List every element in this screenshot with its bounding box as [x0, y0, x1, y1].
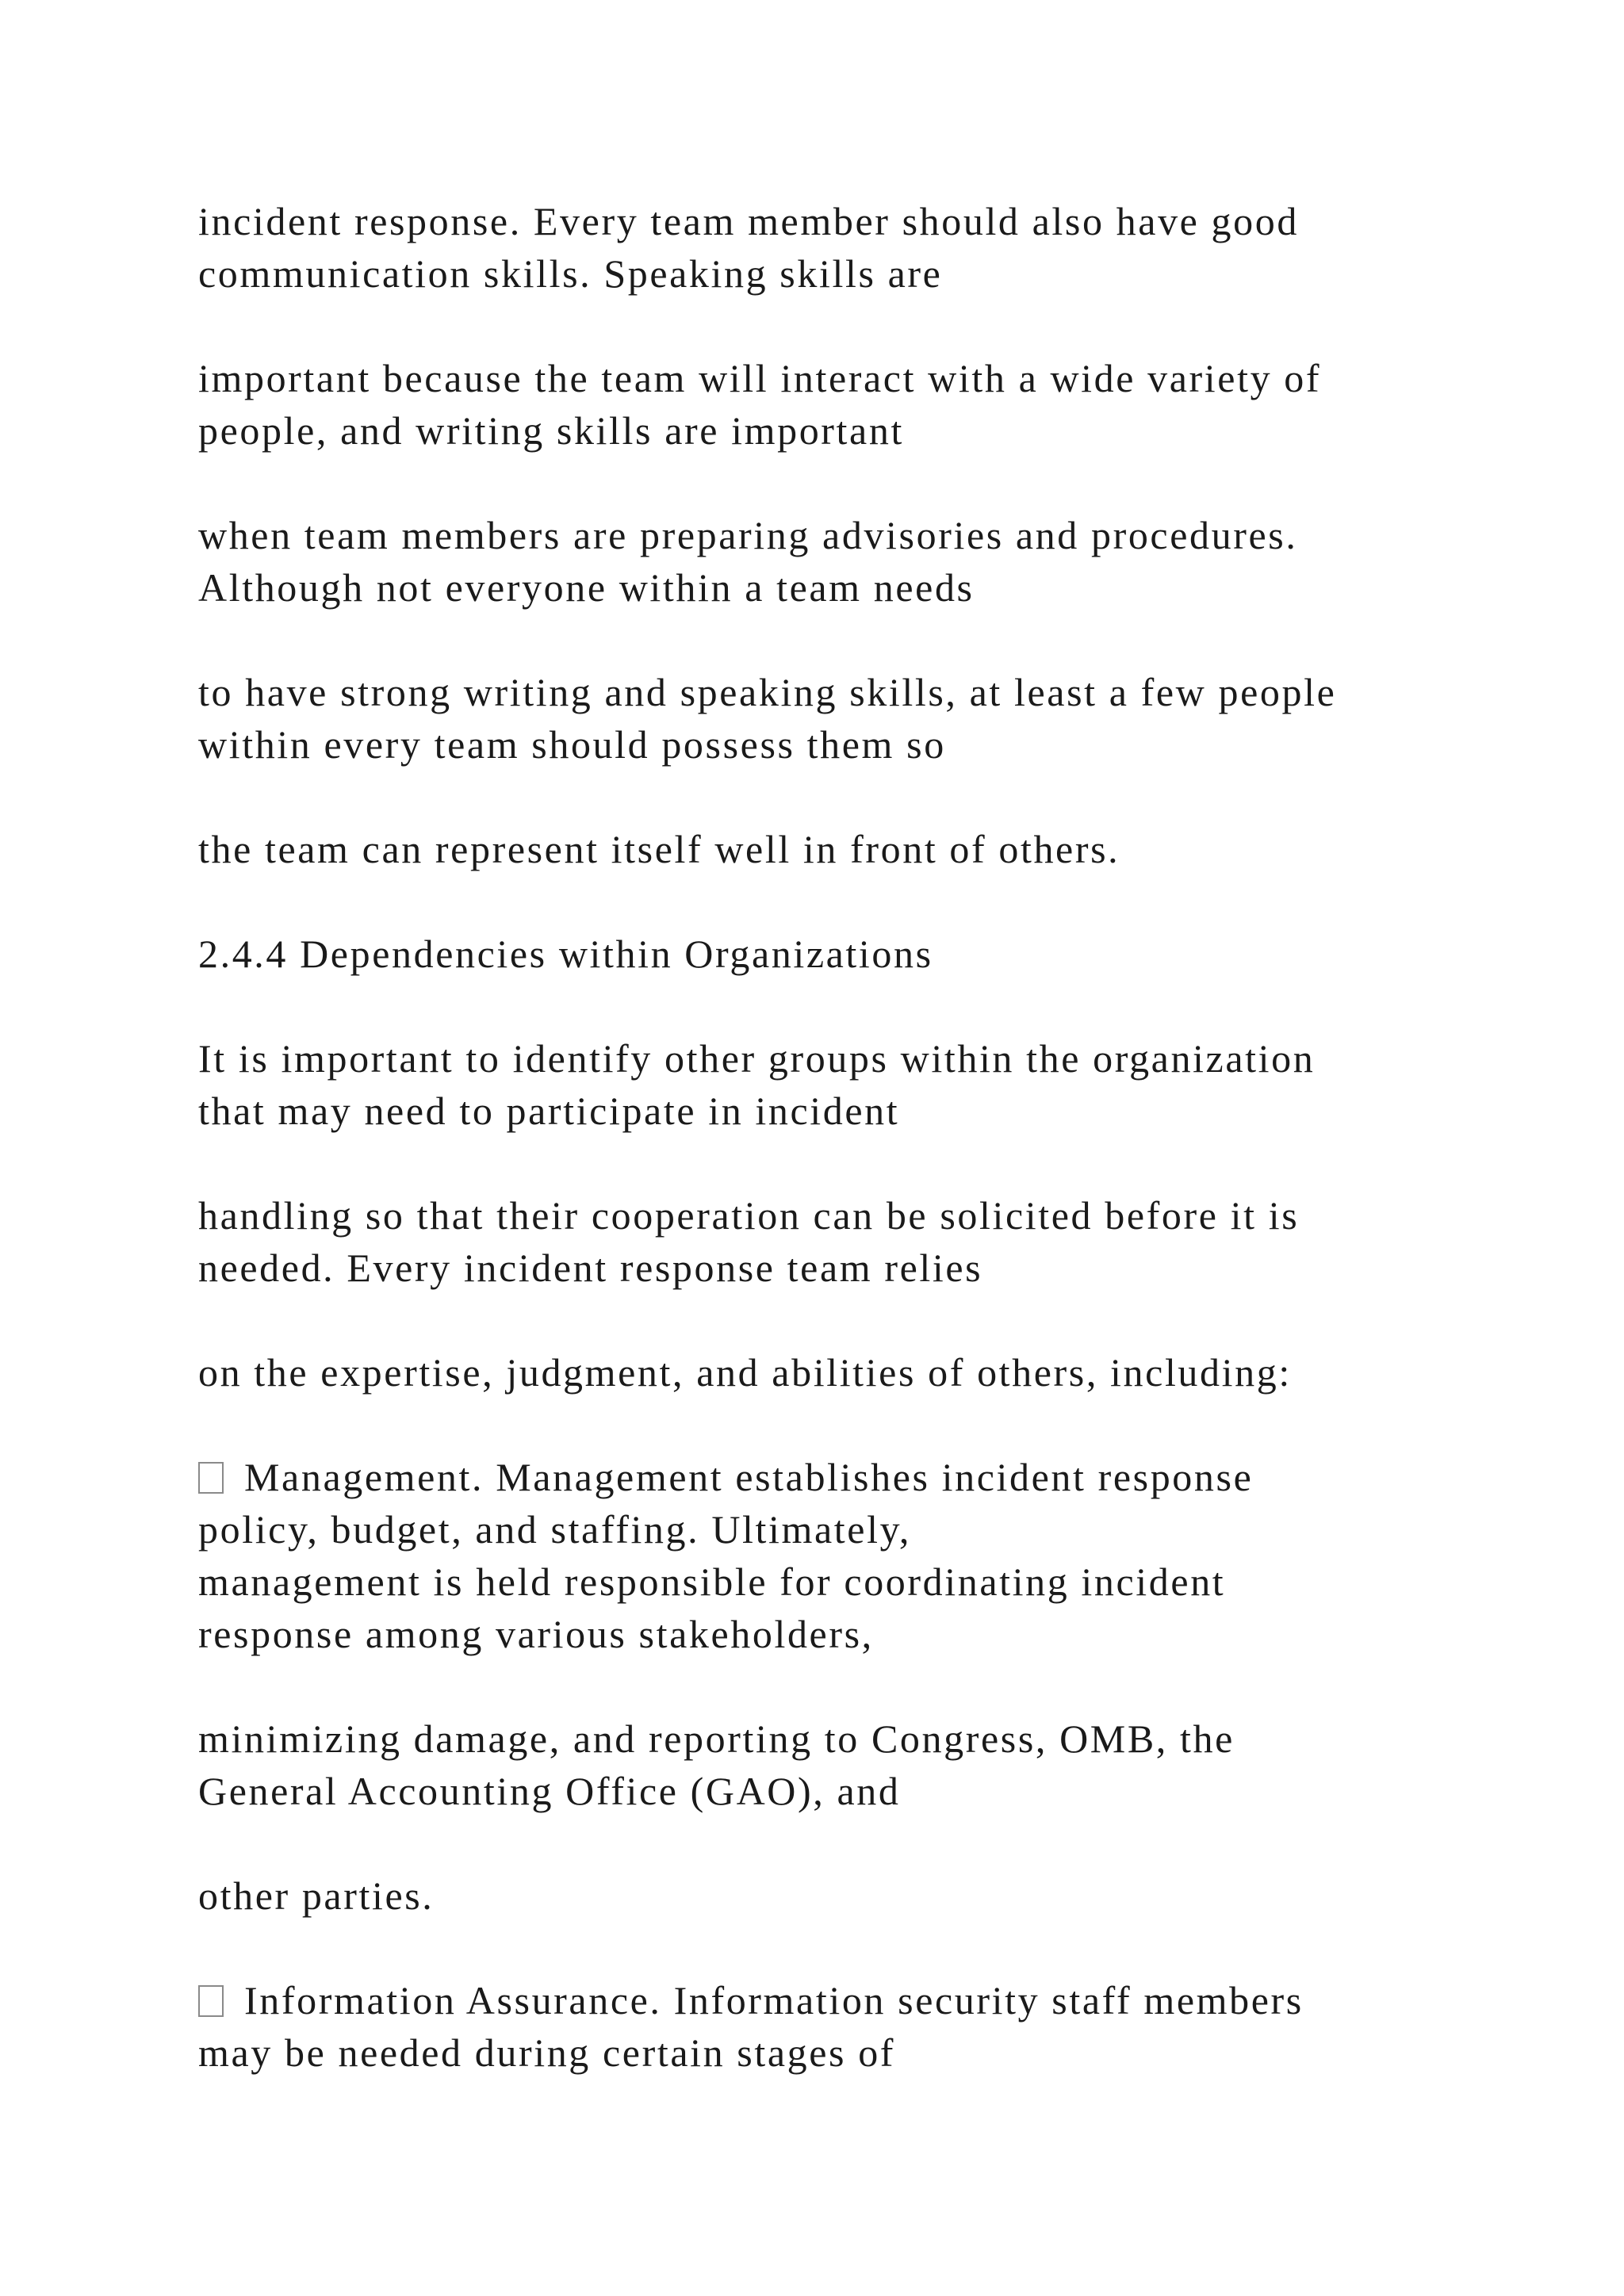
text-line: Information Assurance. Information security staff members: [244, 1978, 1304, 2022]
text-line: Although not everyone within a team needs: [198, 565, 975, 610]
bullet-paragraph: [198, 1974, 1483, 2079]
text-line: incident response. Every team member should also have good: [198, 199, 1299, 243]
paragraph: [198, 1712, 1483, 1817]
paragraph: [198, 1189, 1483, 1294]
text-line: General Accounting Office (GAO), and: [198, 1769, 901, 1813]
bullet-line: [198, 1974, 1483, 2026]
text-line: important because the team will interact with a wide variety of: [198, 356, 1322, 400]
text-line: may be needed during certain stages of: [198, 2030, 896, 2075]
text-line: minimizing damage, and reporting to Congress, OMB, the: [198, 1716, 1235, 1761]
text-line: response among various stakeholders,: [198, 1612, 874, 1656]
document-page: [198, 195, 1483, 2131]
text-line: policy, budget, and staffing. Ultimately,: [198, 1507, 912, 1552]
paragraph: [198, 509, 1483, 614]
missing-glyph-icon: [198, 1462, 224, 1494]
text-line: handling so that their cooperation can be solicited before it is: [198, 1193, 1300, 1238]
text-line: other parties.: [198, 1873, 435, 1918]
text-line: Management. Management establishes incident response: [244, 1455, 1254, 1499]
missing-glyph-icon: [198, 1985, 224, 2017]
paragraph: [198, 823, 1483, 875]
paragraph: [198, 195, 1483, 300]
text-line: communication skills. Speaking skills are: [198, 251, 943, 296]
bullet-line: [198, 1451, 1483, 1503]
text-line: It is important to identify other groups within the organization: [198, 1036, 1316, 1081]
text-line: on the expertise, judgment, and abilities of others, including:: [198, 1350, 1292, 1395]
paragraph: [198, 666, 1483, 771]
section-heading-text: 2.4.4 Dependencies within Organizations: [198, 932, 933, 976]
text-line: people, and writing skills are important: [198, 408, 904, 453]
text-line: the team can represent itself well in front of others.: [198, 827, 1120, 871]
text-line: when team members are preparing advisories and procedures.: [198, 513, 1298, 557]
paragraph: [198, 1032, 1483, 1137]
paragraph: [198, 1346, 1483, 1399]
text-line: management is held responsible for coordinating incident: [198, 1559, 1226, 1604]
section-heading: [198, 928, 1483, 980]
text-line: that may need to participate in incident: [198, 1089, 900, 1133]
bullet-paragraph: [198, 1451, 1483, 1556]
text-line: within every team should possess them so: [198, 722, 946, 767]
paragraph: [198, 1869, 1483, 1922]
text-line: needed. Every incident response team relies: [198, 1246, 983, 1290]
paragraph: [198, 352, 1483, 457]
paragraph: [198, 1556, 1483, 1660]
text-line: to have strong writing and speaking skills, at least a few people: [198, 670, 1337, 714]
